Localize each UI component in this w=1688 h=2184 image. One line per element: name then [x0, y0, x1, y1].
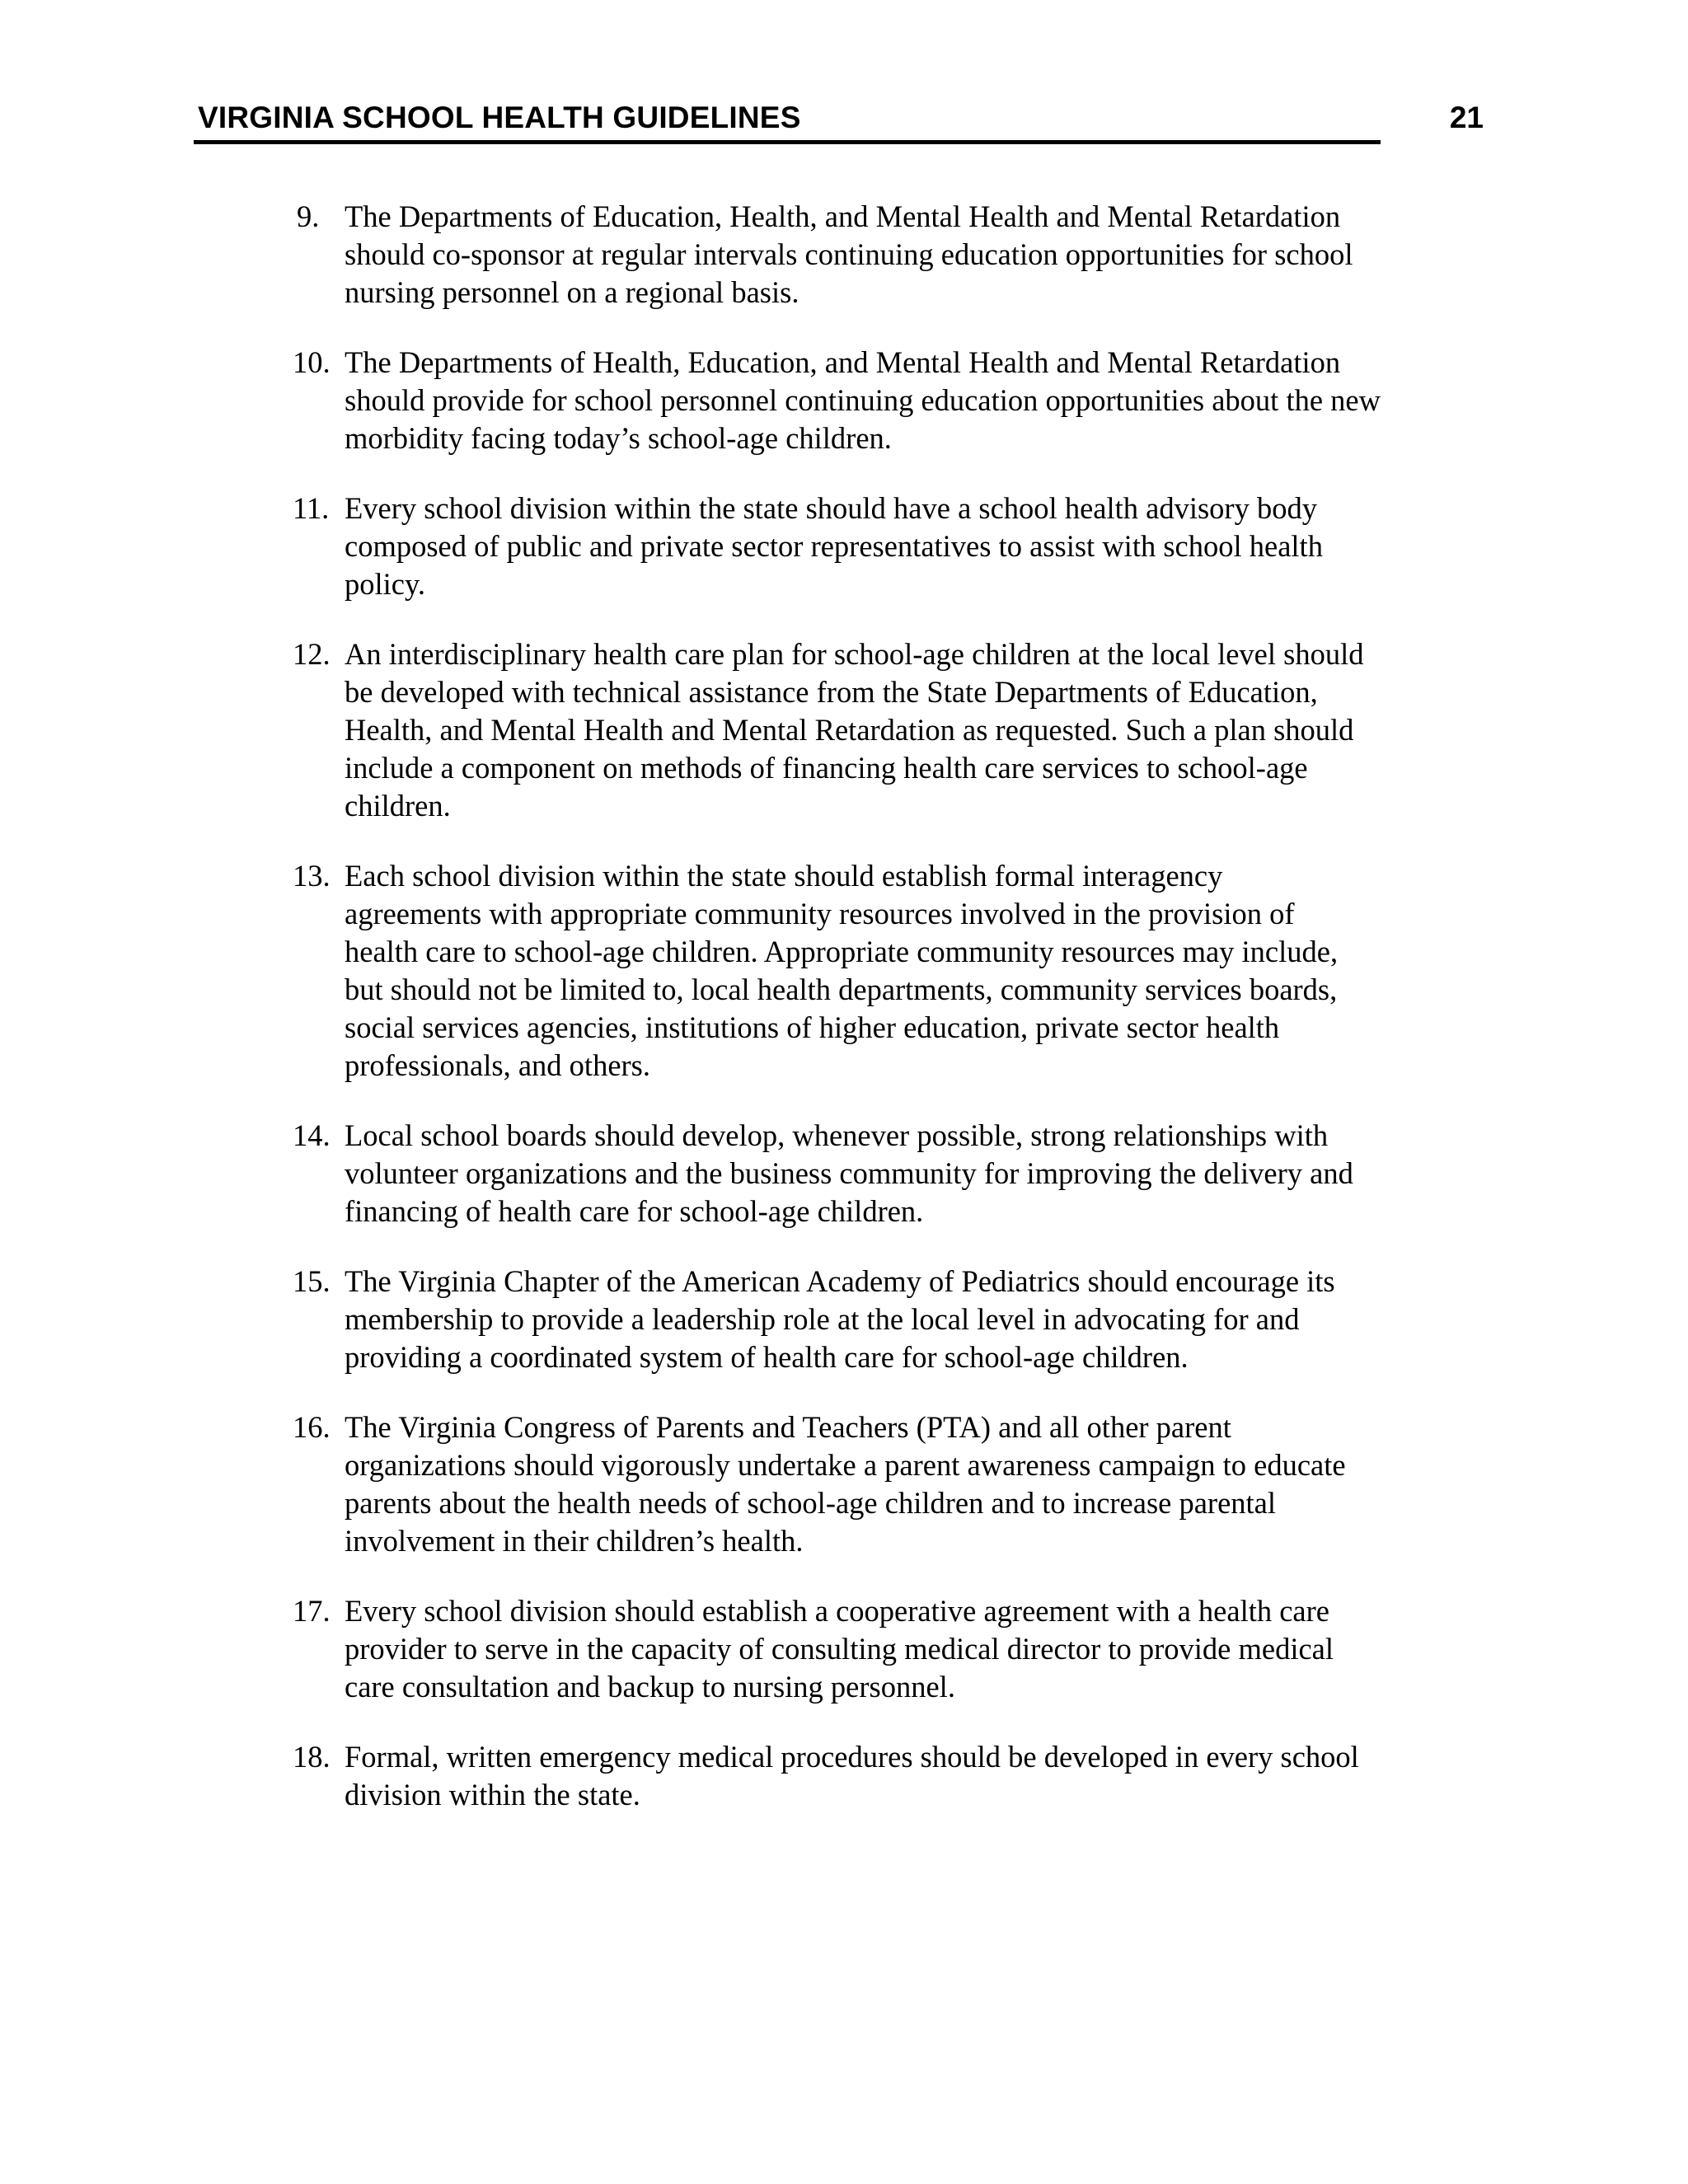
recommendation-number: 12.	[293, 637, 331, 671]
recommendation-text: Local school boards should develop, whenever possible, strong relationships with volunteer organizations and the business community for improving the delivery and financing of health care for school-age children.	[345, 1118, 1353, 1228]
recommendation-text: The Virginia Congress of Parents and Teachers (PTA) and all other parent organizations should vigorously undertake a parent awareness campaign to educate parents about the health needs of school-age children and to increase parental involvement in their children’s health.	[345, 1410, 1346, 1558]
recommendation-text: Every school division within the state should have a school health advisory body composed of public and private sector representatives to assist with school health policy.	[345, 491, 1323, 601]
recommendation-item	[293, 1117, 1496, 1230]
recommendations-list	[293, 198, 1496, 1846]
recommendation-item	[293, 198, 1496, 312]
recommendation-item	[293, 1738, 1496, 1814]
recommendation-item	[293, 1263, 1496, 1376]
page-header	[194, 97, 1484, 147]
header-rule	[194, 140, 1381, 144]
recommendation-number: 10.	[293, 345, 331, 379]
recommendation-number: 11.	[293, 491, 330, 525]
recommendation-text: The Departments of Health, Education, and Mental Health and Mental Retardation should provide for school personnel continuing education opportunities about the new morbidity facing today’s school-age children.	[345, 345, 1381, 455]
recommendation-number: 15.	[293, 1264, 331, 1298]
recommendation-item	[293, 490, 1496, 603]
recommendation-text: Every school division should establish a cooperative agreement with a health care provider to serve in the capacity of consulting medical director to provide medical care consultation and backup to nursing personnel.	[345, 1594, 1334, 1704]
recommendation-item	[293, 1592, 1496, 1706]
recommendation-number: 13.	[293, 859, 331, 893]
running-header-title: VIRGINIA SCHOOL HEALTH GUIDELINES	[198, 101, 801, 134]
page-number: 21	[1449, 101, 1484, 134]
recommendation-text: Formal, written emergency medical procedures should be developed in every school division within the state.	[345, 1740, 1359, 1811]
recommendation-text: Each school division within the state should establish formal interagency agreements with appropriate community resources involved in the provision of health care to school-age children. Appropriate community resources may include, but should not be limited to, local health departments, community services boards, social services agencies, institutions of higher education, private sector health professionals, and others.	[345, 859, 1339, 1082]
recommendation-item	[293, 857, 1496, 1085]
recommendation-number: 9.	[297, 199, 320, 233]
recommendation-number: 18.	[293, 1740, 331, 1774]
recommendation-number: 14.	[293, 1118, 331, 1152]
recommendation-number: 17.	[293, 1594, 331, 1628]
recommendation-number: 16.	[293, 1410, 331, 1444]
recommendation-text: An interdisciplinary health care plan for school-age children at the local level should be developed with technical assistance from the State Departments of Education, Health, and Mental Health and Mental Retardation as requested. Such a plan should include a component on methods of financing health care services to school-age children.	[345, 637, 1364, 823]
recommendation-item	[293, 1408, 1496, 1560]
recommendation-text: The Departments of Education, Health, and Mental Health and Mental Retardation should co-sponsor at regular intervals continuing education opportunities for school nursing personnel on a regional basis.	[345, 199, 1353, 309]
recommendation-text: The Virginia Chapter of the American Academy of Pediatrics should encourage its membership to provide a leadership role at the local level in advocating for and providing a coordinated system of health care for school-age children.	[345, 1264, 1335, 1374]
recommendation-item	[293, 635, 1496, 825]
recommendation-item	[293, 344, 1496, 457]
